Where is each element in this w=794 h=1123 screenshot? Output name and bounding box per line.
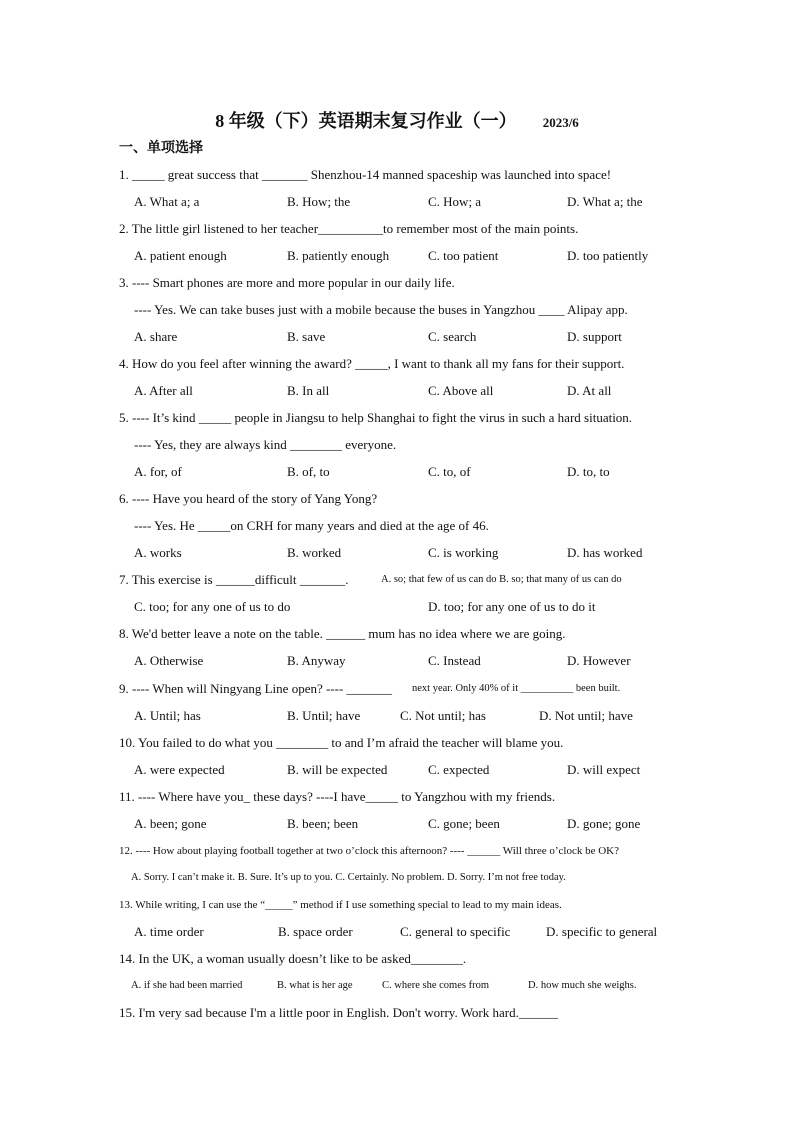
question-10-option-b: B. will be expected — [287, 762, 388, 777]
question-9-option-d: D. Not until; have — [539, 708, 633, 723]
question-10-option-d: D. will expect — [567, 762, 641, 777]
date-label: 2023/6 — [542, 115, 579, 130]
question-8-option-c: C. Instead — [428, 653, 481, 668]
question-10-option-c: C. expected — [428, 762, 490, 777]
question-14-option-b: B. what is her age — [277, 980, 353, 991]
question-11-stem: 11. ---- Where have you_ these days? ----I have_____ to Yangzhou with my friends. — [119, 789, 556, 804]
question-13-option-b: B. space order — [278, 924, 353, 939]
question-13-option-c: C. general to specific — [400, 924, 511, 939]
question-7-option-c: C. too; for any one of us to do — [134, 599, 291, 614]
question-14-option-a: A. if she had been married — [131, 980, 243, 991]
question-3-option-d: D. support — [567, 329, 622, 344]
question-11-option-b: B. been; been — [287, 816, 359, 831]
question-4-stem: 4. How do you feel after winning the award? _____, I want to thank all my fans for their support. — [119, 356, 625, 371]
question-3-stem-reply: ---- Yes. We can take buses just with a mobile because the buses in Yangzhou ____ Alipay app. — [134, 302, 628, 317]
question-6-option-b: B. worked — [287, 545, 342, 560]
question-11-option-a: A. been; gone — [134, 816, 207, 831]
question-14-option-c: C. where she comes from — [382, 980, 490, 991]
question-10-stem: 10. You failed to do what you ________ to and I’m afraid the teacher will blame you. — [119, 735, 564, 750]
question-11-option-d: D. gone; gone — [567, 816, 641, 831]
question-2-option-d: D. too patiently — [567, 248, 649, 263]
question-11-option-c: C. gone; been — [428, 816, 500, 831]
title-text: 8 年级（下）英语期末复习作业（一） — [215, 111, 517, 131]
question-6-option-c: C. is working — [428, 545, 499, 560]
question-3-stem: 3. ---- Smart phones are more and more popular in our daily life. — [119, 275, 455, 290]
question-12-options: A. Sorry. I can’t make it. B. Sure. It’s up to you. C. Certainly. No problem. D. Sorry. I’m not free today. — [131, 872, 566, 883]
question-5-stem: 5. ---- It’s kind _____ people in Jiangsu to help Shanghai to fight the virus in such a hard situation. — [119, 410, 633, 425]
question-6-option-a: A. works — [134, 545, 182, 560]
question-9-stem-tail: next year. Only 40% of it __________ been built. — [412, 683, 621, 694]
question-5-option-c: C. to, of — [428, 464, 471, 479]
question-8-option-a: A. Otherwise — [134, 653, 204, 668]
question-1-option-d: D. What a; the — [567, 194, 643, 209]
question-13-stem: 13. While writing, I can use the “_____” method if I use something special to lead to my main ideas. — [119, 899, 562, 911]
question-1-option-c: C. How; a — [428, 194, 482, 209]
question-2-option-a: A. patient enough — [134, 248, 227, 263]
question-14-option-d: D. how much she weighs. — [528, 980, 637, 991]
question-12-stem: 12. ---- How about playing football together at two o’clock this afternoon? ---- ______ Will three o’clock be OK? — [119, 845, 620, 857]
question-4-option-c: C. Above all — [428, 383, 494, 398]
question-14-stem: 14. In the UK, a woman usually doesn’t like to be asked________. — [119, 951, 467, 966]
question-7-options-ab: A. so; that few of us can do B. so; that many of us can do — [381, 574, 622, 585]
question-4-option-a: A. After all — [134, 383, 193, 398]
question-6-option-d: D. has worked — [567, 545, 643, 560]
question-7-option-d: D. too; for any one of us to do it — [428, 599, 596, 614]
question-13-option-a: A. time order — [134, 924, 204, 939]
question-3-option-b: B. save — [287, 329, 326, 344]
question-5-option-d: D. to, to — [567, 464, 610, 479]
question-3-option-c: C. search — [428, 329, 477, 344]
question-3-option-a: A. share — [134, 329, 178, 344]
page-title — [0, 107, 794, 133]
question-9-stem: 9. ---- When will Ningyang Line open? ---- _______ — [119, 681, 393, 696]
question-6-stem-reply: ---- Yes. He _____on CRH for many years and died at the age of 46. — [134, 518, 489, 533]
question-8-stem: 8. We'd better leave a note on the table. ______ mum has no idea where we are going. — [119, 626, 566, 641]
question-8-option-b: B. Anyway — [287, 653, 346, 668]
question-2-option-b: B. patiently enough — [287, 248, 390, 263]
question-4-option-b: B. In all — [287, 383, 330, 398]
section-heading: 一、单项选择 — [119, 141, 203, 156]
question-2-stem: 2. The little girl listened to her teacher__________to remember most of the main points. — [119, 221, 579, 236]
question-9-option-b: B. Until; have — [287, 708, 361, 723]
question-1-stem: 1. _____ great success that _______ Shenzhou-14 manned spaceship was launched into space! — [119, 167, 612, 182]
question-9-option-a: A. Until; has — [134, 708, 201, 723]
question-13-option-d: D. specific to general — [546, 924, 658, 939]
question-1-option-a: A. What a; a — [134, 194, 200, 209]
question-15-stem: 15. I'm very sad because I'm a little poor in English. Don't worry. Work hard.______ — [119, 1005, 558, 1020]
question-8-option-d: D. However — [567, 653, 631, 668]
question-1-option-b: B. How; the — [287, 194, 351, 209]
question-10-option-a: A. were expected — [134, 762, 225, 777]
question-5-stem-reply: ---- Yes, they are always kind ________ everyone. — [134, 437, 397, 452]
question-7-stem: 7. This exercise is ______difficult _______. — [119, 572, 349, 587]
question-6-stem: 6. ---- Have you heard of the story of Yang Yong? — [119, 491, 378, 506]
question-5-option-a: A. for, of — [134, 464, 182, 479]
question-5-option-b: B. of, to — [287, 464, 330, 479]
question-2-option-c: C. too patient — [428, 248, 499, 263]
question-4-option-d: D. At all — [567, 383, 612, 398]
question-9-option-c: C. Not until; has — [400, 708, 486, 723]
